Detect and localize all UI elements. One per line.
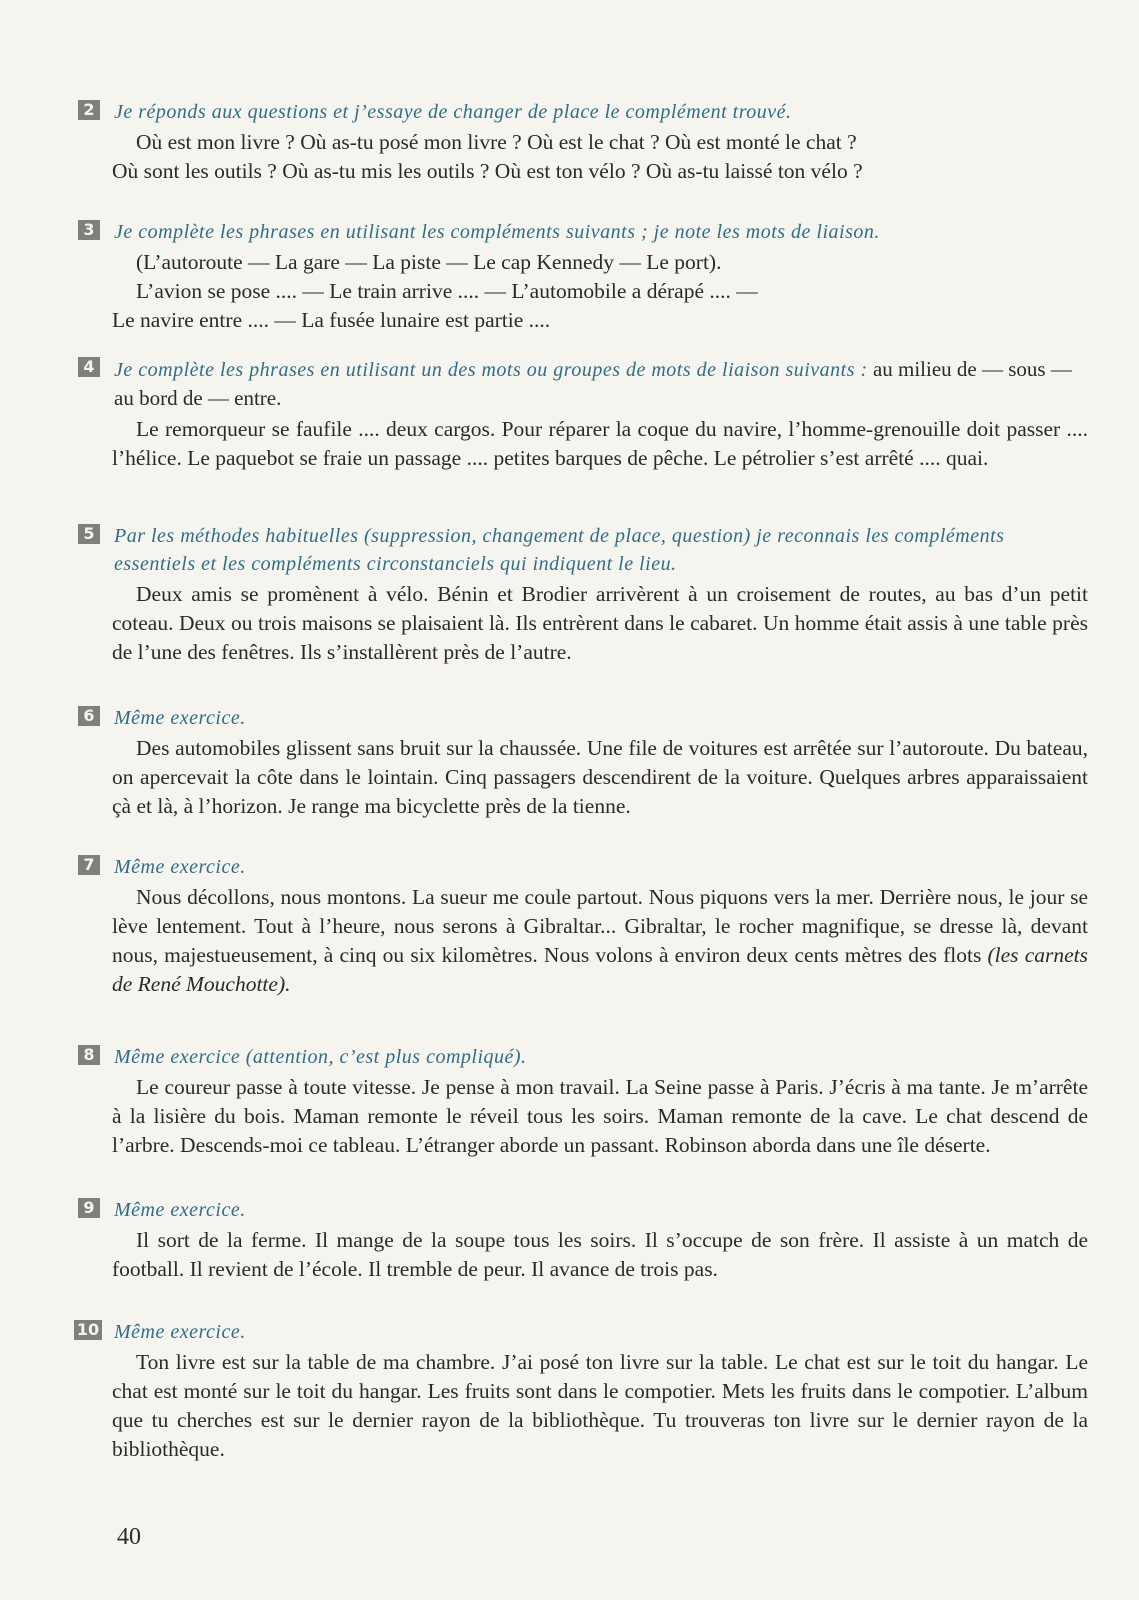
exercise-number: 5	[78, 524, 100, 544]
exercise-9	[78, 1196, 1088, 1284]
exercise-instruction	[114, 355, 1088, 413]
exercise-instruction: Même exercice.	[114, 707, 246, 729]
exercise-number: 6	[78, 706, 100, 726]
exercise-number: 8	[78, 1045, 100, 1065]
exercise-number: 10	[74, 1320, 102, 1340]
exercise-text: Deux amis se promènent à vélo. Bénin et Brodier arrivèrent à un croisement de routes, au bas d’un petit coteau. Deux ou trois maisons se plaisaient là. Ils entrèrent dans le cabaret. Un homme était assis à une table près de l’une des fenêtres. Ils s’installèrent près de l’autre.	[112, 582, 1088, 664]
exercise-body	[112, 883, 1088, 999]
exercise-body	[112, 415, 1088, 473]
exercise-body	[112, 1073, 1088, 1160]
text-line: (L’autoroute — La gare — La piste — Le cap Kennedy — Le port).	[136, 250, 722, 274]
exercise-3	[78, 218, 1088, 335]
exercise-body	[112, 1348, 1088, 1464]
exercise-body	[112, 580, 1088, 667]
exercise-8	[78, 1043, 1088, 1160]
text-line: Le navire entre .... — La fusée lunaire est partie ....	[112, 308, 551, 332]
exercise-instruction: Même exercice (attention, c’est plus compliqué).	[114, 1046, 527, 1068]
exercise-4	[78, 355, 1088, 473]
instruction-tail: au milieu de — sous — au bord de — entre.	[114, 357, 1072, 410]
exercise-10	[78, 1318, 1088, 1464]
exercise-2	[78, 98, 1088, 186]
exercise-instruction: Même exercice.	[114, 1321, 246, 1343]
text-line: L’avion se pose .... — Le train arrive .... — L’automobile a dérapé .... —	[136, 279, 758, 303]
exercise-text: Ton livre est sur la table de ma chambre. J’ai posé ton livre sur la table. Le chat est sur le toit du hangar. Le chat est monté sur le toit du hangar. Les fruits sont dans le compotier. Mets les fruits dans le compotier. L’album que tu cherches est sur le dernier rayon de la bibliothèque. Tu trouveras ton livre sur le dernier rayon de la bibliothèque.	[112, 1350, 1088, 1461]
exercise-number: 3	[78, 220, 100, 240]
exercise-text: Le remorqueur se faufile .... deux cargos. Pour réparer la coque du navire, l’homme-grenouille doit passer .... l’hélice. Le paquebot se fraie un passage .... petites barques de pêche. Le pétrolier s’est arrêté .... quai.	[112, 417, 1088, 470]
exercise-text	[112, 883, 1088, 999]
exercise-number: 2	[78, 100, 100, 120]
text-line: Où sont les outils ? Où as-tu mis les outils ? Où est ton vélo ? Où as-tu laissé ton vélo ?	[112, 159, 863, 183]
exercise-number: 9	[78, 1198, 100, 1218]
page-number: 40	[117, 1524, 141, 1550]
exercise-instruction: Même exercice.	[114, 1199, 246, 1221]
exercise-instruction: Je complète les phrases en utilisant les compléments suivants ; je note les mots de liaison.	[114, 221, 880, 243]
exercise-text: Des automobiles glissent sans bruit sur la chaussée. Une file de voitures est arrêtée sur l’autoroute. Du bateau, on apercevait la côte dans le lointain. Cinq passagers descendirent de la voiture. Quelques arbres apparaissaient çà et là, à l’horizon. Je range ma bicyclette près de la tienne.	[112, 736, 1088, 818]
exercise-number: 7	[78, 855, 100, 875]
exercise-instruction: Même exercice.	[114, 856, 246, 878]
text-line: Où est mon livre ? Où as-tu posé mon livre ? Où est le chat ? Où est monté le chat ?	[136, 130, 857, 154]
exercise-text: Le coureur passe à toute vitesse. Je pense à mon travail. La Seine passe à Paris. J’écris à ma tante. Je m’arrête à la lisière du bois. Maman remonte le réveil tous les soirs. Maman remonte de la cave. Le chat descend de l’arbre. Descends-moi ce tableau. L’étranger aborde un passant. Robinson aborda dans une île déserte.	[112, 1075, 1088, 1157]
exercise-instruction: Par les méthodes habituelles (suppression, changement de place, question) je reconnais les compléments essentiels et les compléments circonstanciels qui indiquent le lieu.	[114, 525, 1005, 575]
exercise-text-main: Nous décollons, nous montons. La sueur me coule partout. Nous piquons vers la mer. Derrière nous, le jour se lève lentement. Tout à l’heure, nous serons à Gibraltar... Gibraltar, le rocher magnifique, se dresse là, devant nous, majestueusement, à cinq ou six kilomètres. Nous volons à environ deux cents mètres des flots	[112, 885, 1088, 967]
exercise-body	[112, 1226, 1088, 1284]
exercise-7	[78, 853, 1088, 999]
exercise-instruction: Je réponds aux questions et j’essaye de changer de place le complément trouvé.	[114, 101, 792, 123]
instruction-text: Je complète les phrases en utilisant un des mots ou groupes de mots de liaison suivants :	[114, 359, 868, 381]
exercise-body	[112, 734, 1088, 821]
exercise-number: 4	[78, 357, 100, 377]
exercise-body	[112, 248, 1088, 335]
exercise-text: Il sort de la ferme. Il mange de la soupe tous les soirs. Il s’occupe de son frère. Il assiste à un match de football. Il revient de l’école. Il tremble de peur. Il avance de trois pas.	[112, 1228, 1088, 1281]
exercise-6	[78, 704, 1088, 821]
exercise-5	[78, 522, 1088, 667]
source-citation: (les carnets de René Mouchotte).	[112, 943, 1089, 996]
exercise-body	[112, 128, 1088, 186]
